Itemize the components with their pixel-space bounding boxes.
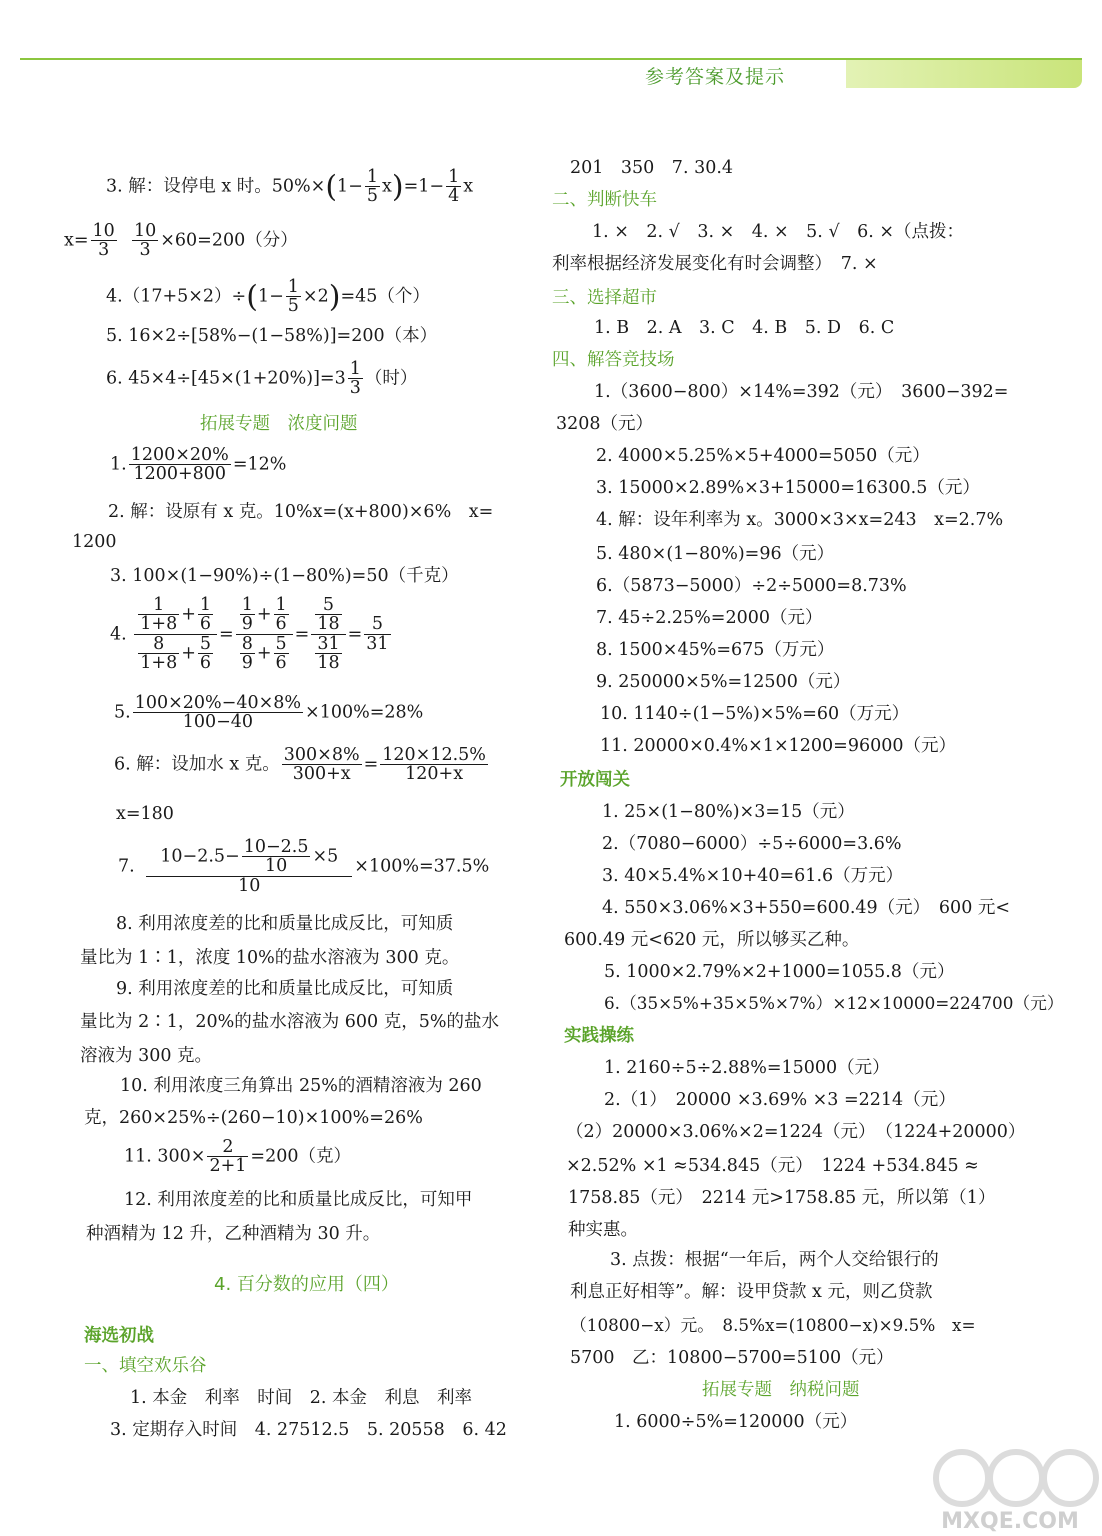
conc-6-result: x=180: [116, 804, 174, 824]
conc-3: 3. 100×(1−90%)÷(1−80%)=50（千克）: [110, 566, 459, 586]
conc-11: [124, 1138, 351, 1176]
practice-1: 1. 2160÷5÷2.88%=15000（元）: [604, 1058, 890, 1078]
subtopic-concentration: 拓展专题 浓度问题: [200, 414, 358, 434]
text: =45（个）: [340, 286, 430, 307]
chapter-title: 4. 百分数的应用（四）: [214, 1274, 399, 1295]
fraction: $\frac{1}{4}$: [448, 167, 460, 207]
solve-9: 9. 250000×5%=12500（元）: [596, 672, 851, 692]
conc-5: [114, 694, 423, 732]
judge-1: 1. × 2. √ 3. × 4. × 5. √ 6. ×（点拨：: [592, 222, 965, 242]
conc-12b: 种酒精为 12 升，乙种酒精为 30 升。: [86, 1224, 381, 1244]
watermark-logo-icon: [920, 1440, 1100, 1536]
text: 6. 解：设加水 x 克。: [114, 754, 280, 775]
compound-fraction: 10−2.5− $\frac{10-2.5}{10}$ ×5 10: [146, 838, 352, 895]
conc-9b: 量比为 2∶1，20%的盐水溶液为 600 克，5%的盐水: [80, 1012, 500, 1032]
paren: (: [325, 169, 338, 205]
answer-5: 5. 16×2÷[58%−(1−58%)]=200（本）: [106, 326, 438, 346]
compound-fraction: $\frac{1}{1+8}$ + $\frac{1}{6}$ $\frac{8}{1+8}$ + $\frac{5}{6}$: [134, 596, 217, 673]
compound-fraction: $\frac{1}{9}$ + $\frac{1}{6}$ $\frac{8}{9}$ + $\frac{5}{6}$: [236, 596, 293, 673]
solve-11: 11. 20000×0.4%×1×1200=96000（元）: [600, 736, 957, 756]
answer-3: [106, 168, 473, 206]
text: =1−: [403, 176, 445, 197]
practice-2a: 2.（1） 20000 ×3.69% ×3 =2214（元）: [604, 1090, 956, 1110]
text: 1.: [110, 454, 127, 475]
section-jieda: 四、解答竞技场: [552, 350, 675, 370]
conc-10b: 克，260×25%÷(260−10)×100%=26%: [84, 1108, 423, 1128]
open-3: 3. 40×5.4%×10+40=61.6（万元）: [602, 866, 904, 886]
text: （时）: [364, 368, 418, 389]
solve-8: 8. 1500×45%=675（万元）: [596, 640, 835, 660]
section-kaifang: 开放闯关: [560, 770, 630, 790]
solve-1b: 3208（元）: [556, 414, 654, 434]
text: x: [382, 176, 392, 197]
text: 4.: [110, 624, 127, 645]
fraction: $\frac{300\times 8\%}{300+x}$: [283, 745, 360, 785]
fill-1: 1. 本金 利率 时间 2. 本金 利息 利率: [130, 1388, 473, 1408]
compound-fraction: $\frac{\frac{5}{18}}{\frac{31}{18}}$: [311, 596, 345, 673]
conc-1: [110, 446, 286, 484]
fraction: $\frac{1}{5}$: [287, 277, 299, 317]
fraction: $\frac{10}{3}$: [133, 221, 157, 261]
solve-3: 3. 15000×2.89%×3+15000=16300.5（元）: [596, 478, 980, 498]
paren: ): [391, 169, 404, 205]
section-xuanze: 三、选择超市: [552, 288, 657, 308]
answer-4: [106, 278, 430, 316]
conc-4: 4. $\frac{1}{1+8}$ + $\frac{1}{6}$ $\frac{8}{1+8}$ + $\frac{5}{6}$ = $\frac{1}{9}$ + $\frac{1}{6}$ $\frac{8}{9}$ + $\frac{5}{6}$ = $\frac{\frac{5}{18}}{\frac{31}{18}}$ = $\frac{5}{31}$: [110, 595, 389, 674]
conc-9c: 溶液为 300 克。: [80, 1046, 213, 1066]
solve-6: 6.（5873−5000）÷2÷5000=8.73%: [596, 576, 907, 596]
text: =: [363, 754, 379, 775]
practice-2b: （2）20000×3.06%×2=1224（元） （1224+20000）: [566, 1122, 1026, 1142]
fraction: $\frac{10}{3}$: [92, 221, 115, 261]
answer-6: [106, 360, 417, 398]
practice-3b: 利息正好相等”。解：设甲贷款 x 元，则乙贷款: [570, 1282, 933, 1302]
fraction: $\frac{1}{3}$: [349, 359, 361, 399]
open-4a: 4. 550×3.06%×3+550=600.49（元） 600 元<: [602, 898, 1011, 918]
tax-1: 1. 6000÷5%=120000（元）: [614, 1412, 858, 1432]
fraction: $\frac{100\times 20\%-40\times 8\%}{100-40}$: [134, 693, 302, 733]
section-haixuan: 海选初战: [84, 1326, 154, 1346]
page-header-title: 参考答案及提示: [645, 66, 786, 88]
text: =12%: [232, 454, 287, 475]
solve-10: 10. 1140÷(1−5%)×5%=60（万元）: [600, 704, 910, 724]
text: x: [463, 176, 474, 197]
text: 6. 45×4÷[45×(1+20%)]=3: [106, 368, 346, 389]
open-5: 5. 1000×2.79%×2+1000=1055.8（元）: [604, 962, 955, 982]
answer-3-result: [64, 222, 298, 260]
text: 3. 解：设停电 x 时。50%×: [106, 176, 326, 197]
text: 5.: [114, 702, 131, 723]
fraction: $\frac{1200\times 20\%}{1200+800}$: [130, 445, 229, 485]
section-shijian: 实践操练: [564, 1026, 634, 1046]
solve-2: 2. 4000×5.25%×5+4000=5050（元）: [596, 446, 930, 466]
conc-12a: 12. 利用浓度差的比和质量比成反比，可知甲: [124, 1190, 473, 1210]
open-6: 6.（35×5%+35×5%×7%）×12×10000=224700（元）: [604, 993, 1064, 1013]
practice-3c: （10800−x）元。 8.5%x=(10800−x)×9.5% x=: [570, 1315, 976, 1335]
section-panduan: 二、判断快车: [552, 190, 657, 210]
text: ×2: [302, 286, 329, 307]
choice-1: 1. B 2. A 3. C 4. B 5. D 6. C: [594, 318, 895, 338]
conc-8b: 量比为 1∶1，浓度 10%的盐水溶液为 300 克。: [80, 948, 460, 968]
section-tiankong: 一、填空欢乐谷: [84, 1356, 207, 1376]
fraction: $\frac{5}{31}$: [366, 614, 389, 654]
practice-3a: 3. 点拨：根据“一年后，两个人交给银行的: [610, 1250, 939, 1270]
text: ×100%=28%: [305, 702, 424, 723]
text: 1−: [257, 286, 284, 307]
conc-2-cont: 1200: [72, 532, 117, 552]
text: 11. 300×: [124, 1146, 206, 1167]
fraction: $\frac{1}{5}$: [366, 167, 378, 207]
practice-3d: 5700 乙：10800−5700=5100（元）: [570, 1348, 894, 1368]
text: =200（克）: [250, 1146, 351, 1167]
open-1: 1. 25×(1−80%)×3=15（元）: [602, 802, 855, 822]
conc-2: 2. 解：设原有 x 克。10%x=(x+800)×6% x=: [108, 502, 494, 522]
text: ×60=200（分）: [160, 230, 298, 251]
solve-1a: 1.（3600−800）×14%=392（元） 3600−392=: [594, 382, 1009, 402]
fraction: $\frac{120\times 12.5\%}{120+x}$: [382, 745, 486, 785]
text: 1−: [337, 176, 363, 197]
text: 7.: [118, 856, 135, 877]
header-accent-bar: [846, 60, 1082, 88]
practice-2e: 种实惠。: [568, 1220, 638, 1240]
conc-6: [114, 746, 490, 784]
conc-8a: 8. 利用浓度差的比和质量比成反比，可知质: [116, 914, 454, 934]
fill-cont: 201 350 7. 30.4: [570, 158, 734, 178]
text: x=: [64, 230, 89, 251]
fraction: $\frac{2}{2+1}$: [209, 1137, 247, 1177]
text: ×100%=37.5%: [354, 856, 490, 877]
paren: (: [246, 279, 258, 315]
practice-2c: ×2.52% ×1 ≈534.845（元） 1224 +534.845 ≈: [566, 1156, 979, 1176]
conc-9a: 9. 利用浓度差的比和质量比成反比，可知质: [116, 979, 454, 999]
practice-2d: 1758.85（元） 2214 元>1758.85 元，所以第（1）: [568, 1188, 996, 1208]
judge-2: 利率根据经济发展变化有时会调整） 7. ×: [552, 254, 878, 274]
solve-7: 7. 45÷2.25%=2000（元）: [596, 608, 823, 628]
fill-2: 3. 定期存入时间 4. 27512.5 5. 20558 6. 42: [110, 1420, 507, 1440]
subtopic-tax: 拓展专题 纳税问题: [702, 1380, 860, 1400]
open-4b: 600.49 元<620 元，所以够买乙种。: [564, 930, 860, 950]
conc-10a: 10. 利用浓度三角算出 25%的酒精溶液为 260: [120, 1076, 482, 1096]
conc-7: [118, 838, 489, 895]
paren: ): [328, 279, 341, 315]
open-2: 2.（7080−6000）÷5÷6000=3.6%: [602, 834, 902, 854]
solve-5: 5. 480×(1−80%)=96（元）: [596, 544, 835, 564]
text: 4.（17+5×2）÷: [106, 286, 247, 307]
solve-4: 4. 解：设年利率为 x。3000×3×x=243 x=2.7%: [596, 510, 1004, 530]
svg-text:MXQE.COM: MXQE.COM: [941, 1509, 1079, 1534]
